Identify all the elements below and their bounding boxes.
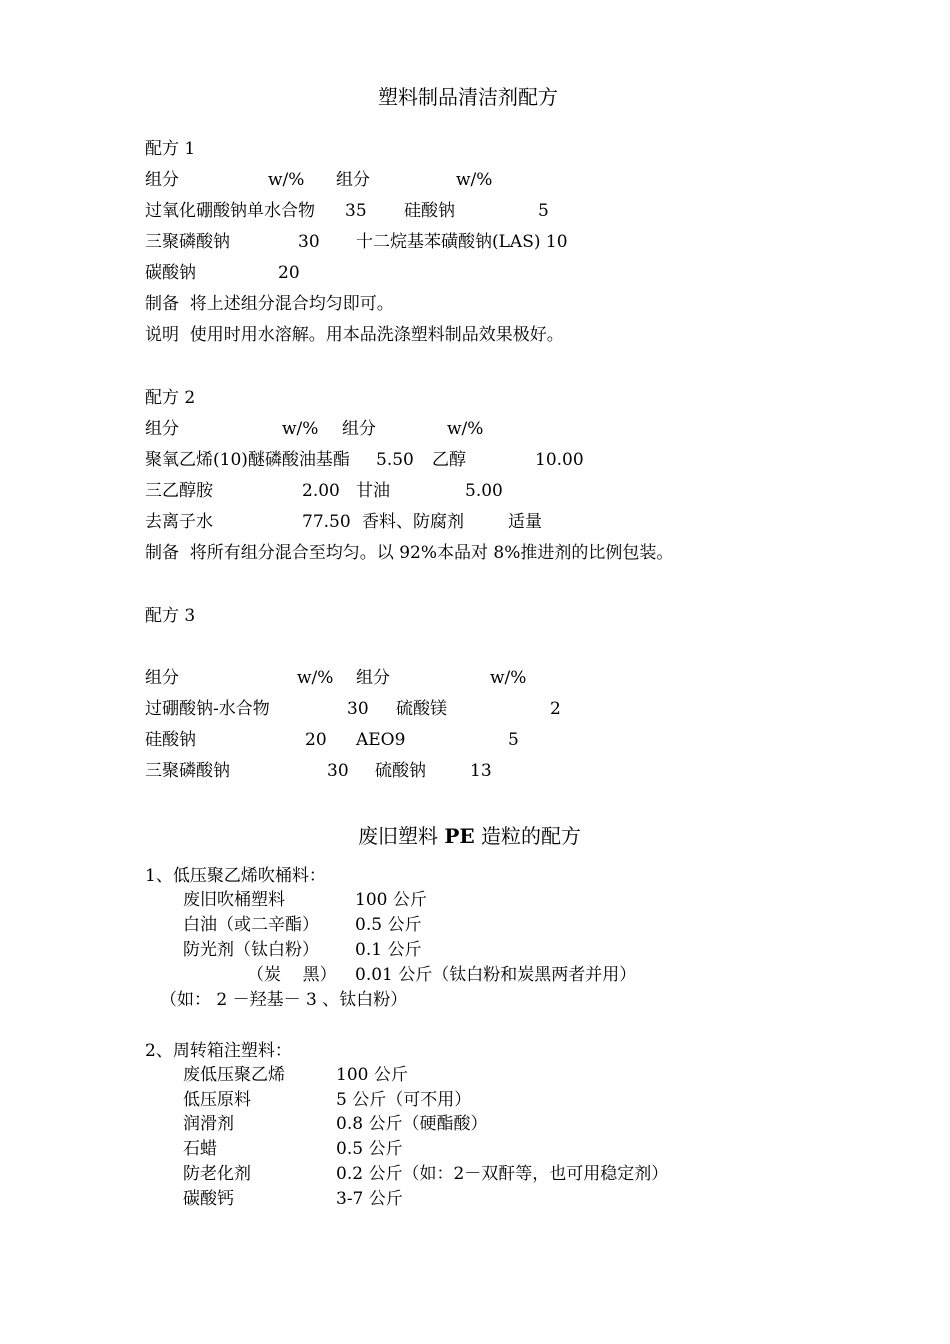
formula2-cell: 2.00 <box>302 481 340 501</box>
formula2-cell: 聚氧乙烯(10)醚磷酸油基酯 <box>145 450 350 470</box>
formula2-cell: 去离子水 <box>145 512 213 532</box>
part2-item: 防老化剂 <box>183 1164 251 1184</box>
formula2-cell: 香料、防腐剂 <box>362 512 464 532</box>
part1-amount: 0.5 公斤 <box>355 915 422 935</box>
formula3-cell: 30 <box>347 699 369 719</box>
part2-item: 废低压聚乙烯 <box>183 1065 285 1085</box>
part2-amount: 0.8 公斤（硬酯酸） <box>336 1114 488 1134</box>
formula3-cell: 2 <box>550 699 561 719</box>
formula3-header-wt-2: w/% <box>490 668 527 688</box>
formula2-header-wt: w/% <box>282 419 319 439</box>
formula2-cell: 三乙醇胺 <box>145 481 213 501</box>
part2-item: 润滑剂 <box>183 1114 234 1134</box>
formula3-heading: 配方 3 <box>145 606 196 626</box>
formula1-heading: 配方 1 <box>145 139 196 159</box>
formula1-cell: 35 <box>345 201 367 221</box>
formula1-cell: 碳酸钠 <box>145 263 196 283</box>
formula2-cell: 5.50 <box>376 450 414 470</box>
part1-item: 白油（或二辛酯） <box>183 915 319 935</box>
part2-amount: 100 公斤 <box>336 1065 408 1085</box>
formula3-cell: AEO9 <box>356 730 406 750</box>
part2-item: 石蜡 <box>183 1139 217 1159</box>
part2-item: 碳酸钙 <box>183 1189 234 1209</box>
section-title-part: 造粒的配方 <box>474 824 582 848</box>
formula1-cell: 三聚磷酸钠 <box>145 232 230 252</box>
formula1-note: 说明 使用时用水溶解。用本品洗涤塑料制品效果极好。 <box>145 325 564 345</box>
formula3-cell: 20 <box>305 730 327 750</box>
part2-amount: 0.2 公斤（如：2－双酐等，也可用稳定剂） <box>336 1164 669 1184</box>
formula1-cell: 硅酸钠 <box>404 201 455 221</box>
formula3-header-component: 组分 <box>145 668 179 688</box>
formula3-cell: 过硼酸钠-水合物 <box>145 699 270 719</box>
part1-item: 防光剂（钛白粉） <box>183 940 319 960</box>
formula1-cell: 30 <box>298 232 320 252</box>
formula1-header-component-2: 组分 <box>336 170 370 190</box>
formula2-cell: 乙醇 <box>432 450 466 470</box>
formula1-cell: 5 <box>538 201 549 221</box>
part1-amount: 100 公斤 <box>355 890 427 910</box>
part1-example: （如： 2 －羟基－ 3 、钛白粉） <box>160 990 408 1010</box>
formula2-header-component: 组分 <box>145 419 179 439</box>
doc-title: 塑料制品清洁剂配方 <box>378 85 558 109</box>
formula1-cell: 过氧化硼酸钠单水合物 <box>145 201 315 221</box>
part2-amount: 3-7 公斤 <box>336 1189 403 1209</box>
formula2-cell: 甘油 <box>356 481 390 501</box>
part2-item: 低压原料 <box>183 1090 251 1110</box>
formula2-preparation: 制备 将所有组分混合至均匀。以 92%本品对 8%推进剂的比例包装。 <box>145 543 674 563</box>
section-title-part: 废旧塑料 <box>358 824 445 848</box>
formula2-cell: 适量 <box>508 512 542 532</box>
part1-item: 废旧吹桶塑料 <box>183 890 285 910</box>
part1-amount: 0.01 公斤（钛白粉和炭黑两者并用） <box>355 965 637 985</box>
formula3-cell: 硅酸钠 <box>145 730 196 750</box>
part2-amount: 5 公斤（可不用） <box>336 1090 472 1110</box>
formula2-cell: 10.00 <box>535 450 584 470</box>
formula3-cell: 硫酸钠 <box>375 761 426 781</box>
formula1-header-component: 组分 <box>145 170 179 190</box>
formula2-heading: 配方 2 <box>145 388 196 408</box>
section-title-bold: PE <box>444 824 475 848</box>
formula3-header-wt: w/% <box>297 668 334 688</box>
part1-item: （炭 黑） <box>247 965 337 985</box>
part2-amount: 0.5 公斤 <box>336 1139 403 1159</box>
part1-heading: 1、低压聚乙烯吹桶料： <box>145 866 326 886</box>
formula1-cell: 十二烷基苯磺酸钠(LAS) 10 <box>356 232 568 252</box>
part1-amount: 0.1 公斤 <box>355 940 422 960</box>
formula3-cell: 13 <box>470 761 492 781</box>
formula3-header-component-2: 组分 <box>356 668 390 688</box>
formula2-cell: 5.00 <box>465 481 503 501</box>
formula1-header-wt: w/% <box>268 170 305 190</box>
formula3-cell: 硫酸镁 <box>396 699 447 719</box>
formula1-header-wt-2: w/% <box>456 170 493 190</box>
formula3-cell: 三聚磷酸钠 <box>145 761 230 781</box>
section-title <box>358 826 581 846</box>
formula3-cell: 5 <box>508 730 519 750</box>
part2-heading: 2、周转箱注塑料： <box>145 1041 292 1061</box>
formula1-preparation: 制备 将上述组分混合均匀即可。 <box>145 294 394 314</box>
formula2-header-wt-2: w/% <box>447 419 484 439</box>
formula1-cell: 20 <box>278 263 300 283</box>
formula3-cell: 30 <box>327 761 349 781</box>
formula2-cell: 77.50 <box>302 512 351 532</box>
formula2-header-component-2: 组分 <box>342 419 376 439</box>
